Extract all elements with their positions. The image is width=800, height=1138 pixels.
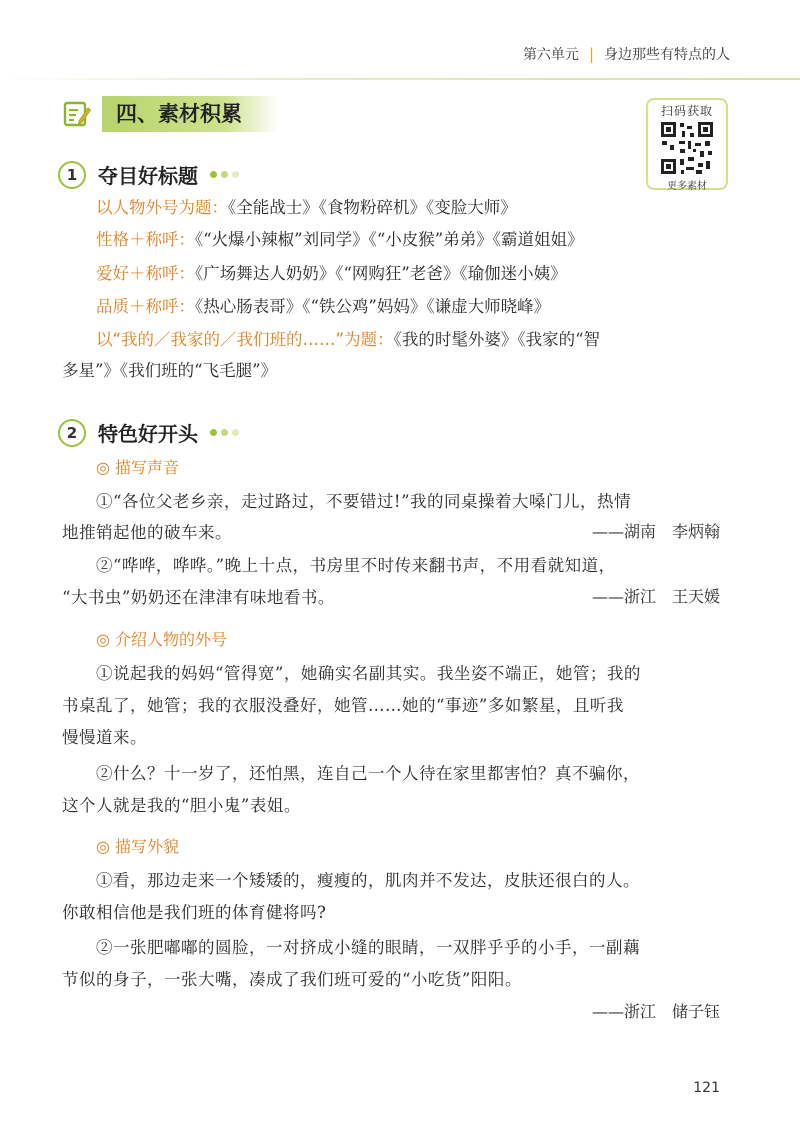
qr-code-panel[interactable] [646,98,728,190]
unit-title: 身边那些有特点的人 [604,47,730,63]
paragraph-line: 地推销起他的破车来。 [62,523,232,542]
paragraph-line: ②“哗哗，哗哗。”晚上十点，书房里不时传来翻书声，不用看就知道， [96,556,616,575]
paragraph-line: 书桌乱了，她管；我的衣服没叠好，她管……她的“事迹”多如繁星，且听我 [62,696,624,715]
paragraph-line: 这个人就是我的“胆小鬼”表姐。 [62,796,301,815]
paragraph-line: 慢慢道来。 [62,728,147,747]
section-heading [62,96,278,132]
group-label: ◎ 描写声音 [96,458,180,477]
page-number: 121 [693,1080,720,1096]
paragraph-line: ②什么？十一岁了，还怕黑，连自己一个人待在家里都害怕？真不骗你， [96,764,640,783]
subheading-number: 1 [58,161,86,189]
paragraph-line: ①“各位父老乡亲，走过路过，不要错过!”我的同桌操着大嗓门儿，热情 [96,492,632,511]
paragraph-line: ②一张肥嘟嘟的圆脸，一对挤成小缝的眼睛，一双胖乎乎的小手，一副藕 [96,938,640,957]
title-item: 品质＋称呼：《热心肠表哥》《“铁公鸡”妈妈》《谦虚大师晓峰》 [96,297,551,316]
notebook-pencil-icon [62,99,92,129]
paragraph-line: 你敢相信他是我们班的体育健将吗? [62,903,327,922]
paragraph-line: 节似的身子，一张大嘴，凑成了我们班可爱的“小吃货”阳阳。 [62,970,522,989]
paragraph-line: ①看，那边走来一个矮矮的，瘦瘦的，肌肉并不发达，皮肤还很白的人。 [96,871,640,890]
decorative-dots [210,171,239,178]
running-header [523,44,730,64]
paragraph-line: “大书虫”奶奶还在津津有味地看书。 [62,588,335,607]
subheading-number: 2 [58,419,86,447]
author: ——浙江 王天媛 [591,587,720,606]
subheading-title: 特色好开头 [98,422,198,446]
author: ——湖南 李炳翰 [591,522,720,541]
decorative-dots [210,429,239,436]
title-item: 以“我的／我家的／我们班的……”为题：《我的时髦外婆》《我家的“智 [96,330,601,349]
title-item: 性格＋称呼：《“火爆小辣椒”刘同学》《“小皮猴”弟弟》《霸道姐姐》 [96,230,584,249]
author: ——浙江 储子钰 [591,1002,720,1021]
title-item: 爱好＋称呼：《广场舞达人奶奶》《“网购狂”老爸》《瑜伽迷小姨》 [96,264,567,283]
group-label: ◎ 描写外貌 [96,837,180,856]
header-divider [0,78,800,80]
title-item-continued: 多星”》《我们班的“飞毛腿”》 [62,361,278,380]
group-label: ◎ 介绍人物的外号 [96,630,228,649]
subheading-titles [58,160,239,189]
title-item: 以人物外号为题：《全能战士》《食物粉碎机》《变脸大师》 [96,198,517,217]
subheading-openings [58,418,239,447]
paragraph-line: ①说起我的妈妈“管得宽”，她确实名副其实。我坐姿不端正，她管；我的 [96,664,641,683]
qr-code-icon[interactable] [660,121,714,175]
subheading-title: 夺目好标题 [98,164,198,188]
section-title: 四、素材积累 [102,96,278,132]
qr-more-text: 更多素材 [667,181,707,192]
unit-label: 第六单元 [522,47,579,63]
header-separator: | [588,45,594,63]
qr-caption: 扫码获取 [660,104,713,118]
